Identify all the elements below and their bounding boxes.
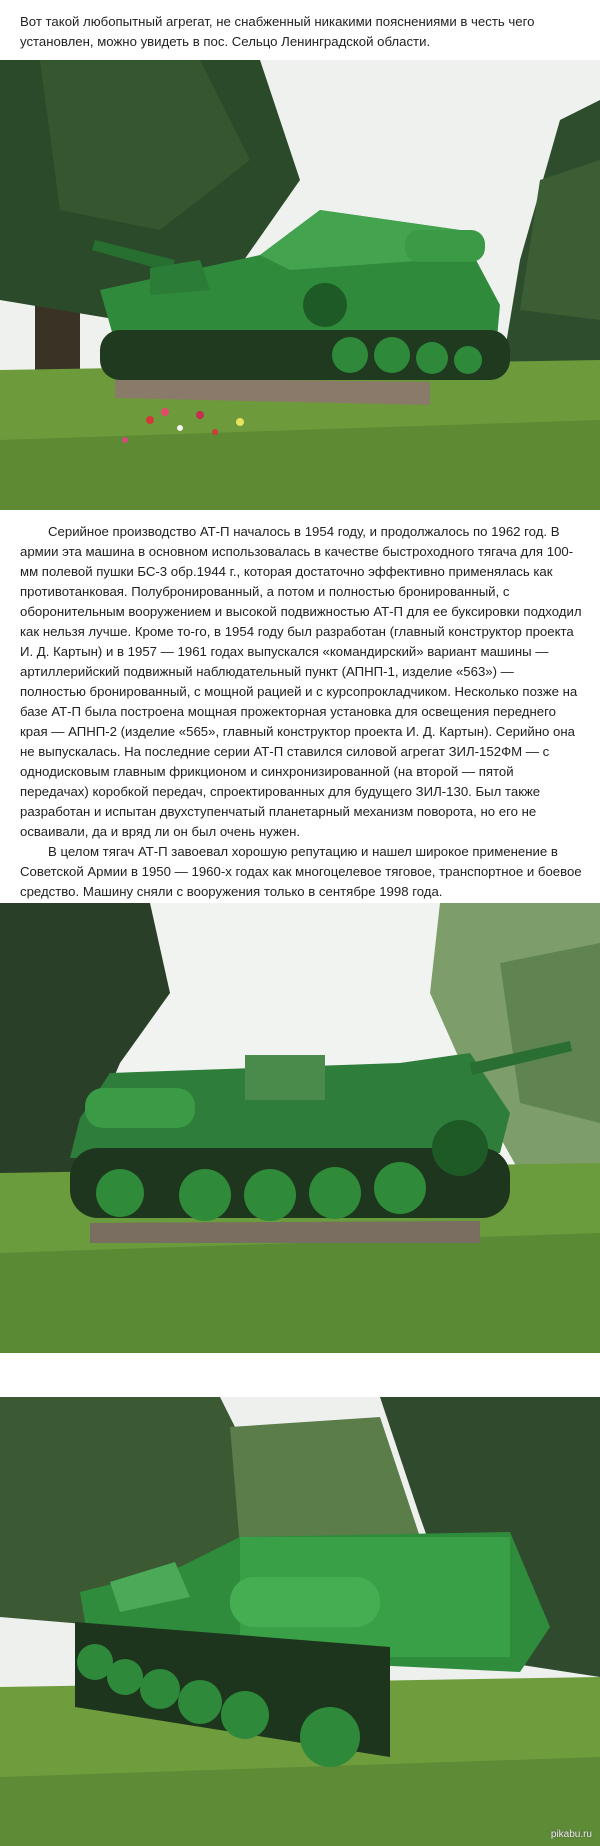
article-body: [20, 522, 582, 902]
monument-photo-front: [0, 60, 600, 510]
article-paragraph: Серийное производство АТ-П началось в 1954 году, и продолжалось по 1962 год. В армии эта машина в основном использовалась в качестве быстроходного тягача для 100-мм полевой пушки БС-3 обр.1944 г., которая достаточно эффективно применялась как противотанковая. Полубронированный, а потом и полностью бронированный, с оборонительным вооружением и высокой подвижностью АТ-П для ее буксировки подходил как нельзя лучше. Кроме то-го, в 1954 году был разработан (главный конструктор проекта И. Д. Картын) и в 1957 — 1961 годах выпускался «командирский» вариант машины — артиллерийский подвижный наблюдательный пункт (АПНП-1, изделие «563») — полностью бронированный, с мощной рацией и с курсопрокладчиком. Несколько позже на базе АТ-П была построена мощная прожекторная установка для освещения переднего края — АПНП-2 (изделие «565», главный конструктор проекта И. Д. Картын). Серийно она не выпускалась. На последние серии АТ-П ставился силовой агрегат ЗИЛ-152ФМ — с однодисковым главным фрикционом и синхронизированной (на второй — пятой передачах) коробкой передач, спроектированных для будущего ЗИЛ-130. Был также разработан и испытан двухступенчатый планетарный механизм поворота, но его не осваивали, да и вряд ли он был очень нужен.: [20, 524, 582, 839]
monument-photo-rear: [0, 1397, 600, 1846]
article-paragraph: В целом тягач АТ-П завоевал хорошую репутацию и нашел широкое применение в Советской Армии в 1950 — 1960-х годах как многоцелевое тяговое, транспортное и боевое средство. Машину сняли с вооружения только в сентябре 1998 года.: [20, 844, 582, 899]
monument-photo-side: [0, 903, 600, 1353]
watermark: pikabu.ru: [550, 1829, 592, 1840]
intro-text: Вот такой любопытный агрегат, не снабженный никакими пояснениями в честь чего установлен, можно увидеть в пос. Сельцо Ленинградской области.: [20, 14, 535, 49]
